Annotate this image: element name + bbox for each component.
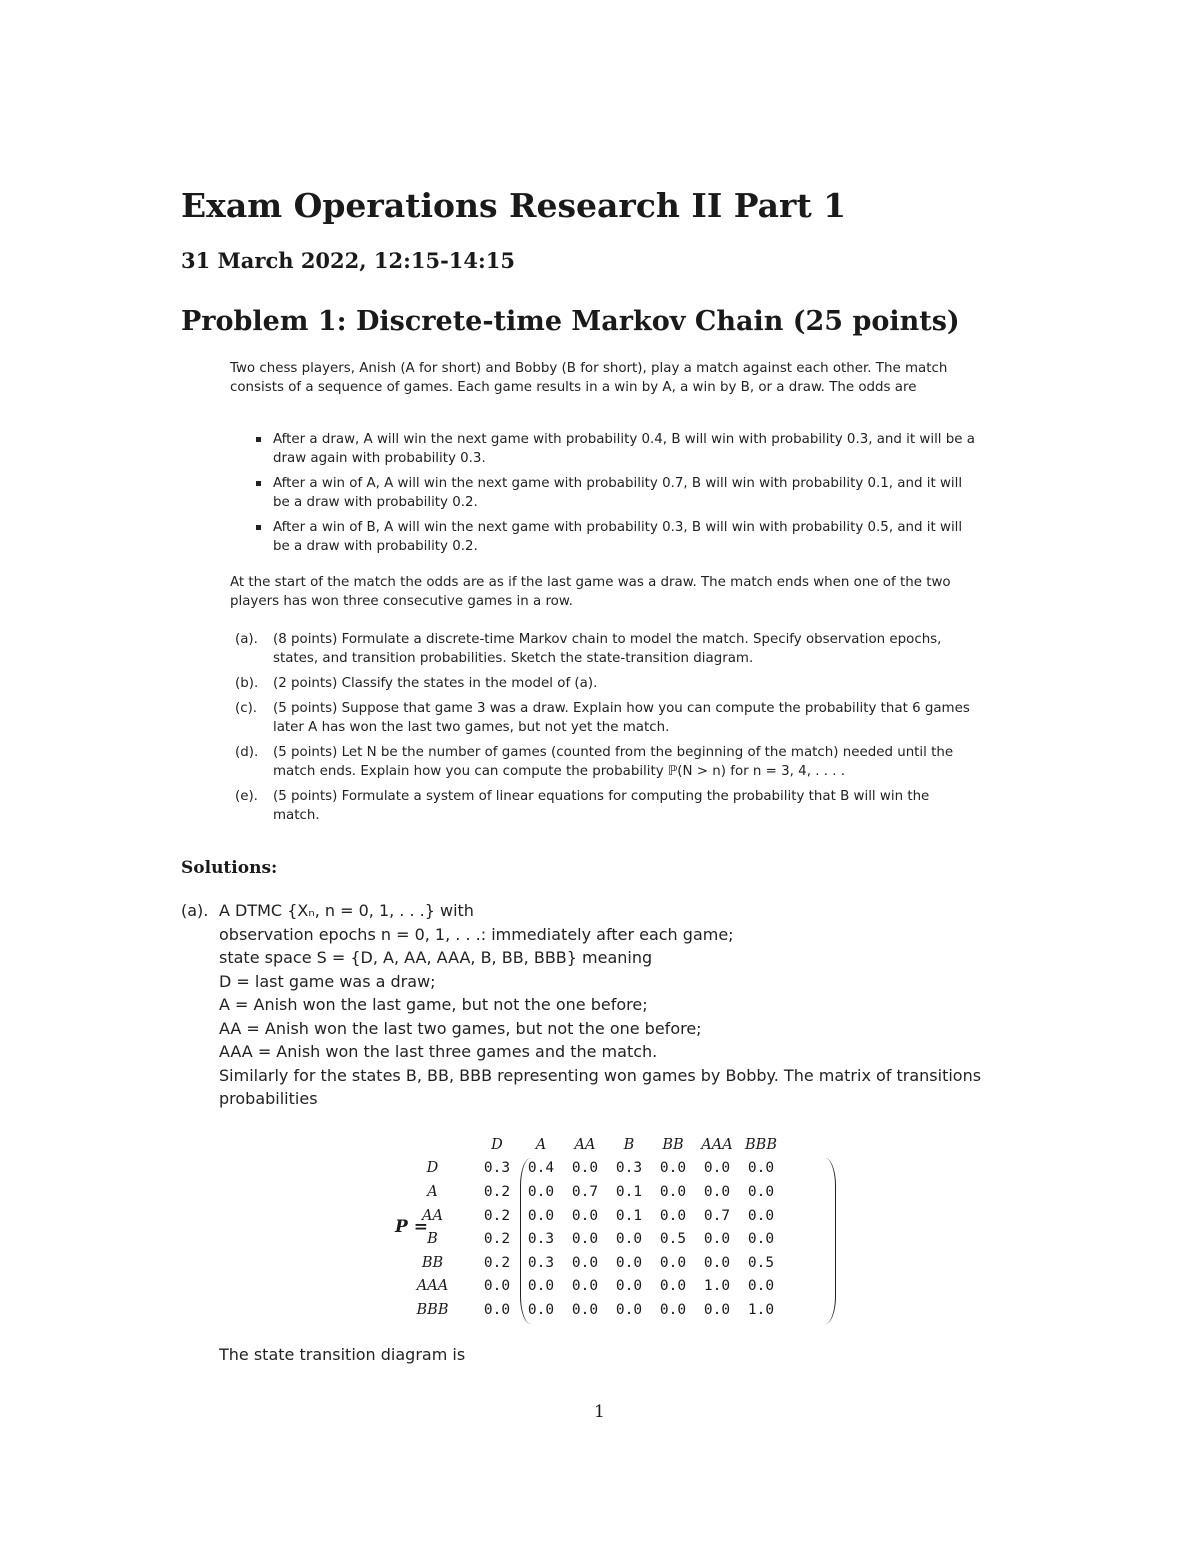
matrix-cell: 0.0 [615, 1254, 643, 1271]
matrix-cell: 0.0 [527, 1183, 555, 1200]
solution-line: AA = Anish won the last two games, but not the one before; [219, 1018, 702, 1038]
matrix-cell: 0.0 [483, 1278, 511, 1295]
matrix-cell: 0.4 [527, 1160, 555, 1177]
matrix-cell: 0.2 [483, 1207, 511, 1224]
matrix-cell: 0.0 [615, 1231, 643, 1248]
matrix-cell: 0.0 [747, 1231, 775, 1248]
matrix-cell: 0.1 [615, 1183, 643, 1200]
matrix-cell: 0.0 [703, 1301, 731, 1318]
matrix-cell: 0.5 [659, 1231, 687, 1248]
matrix-label: P = [395, 1217, 428, 1237]
matrix-cell: 0.0 [527, 1278, 555, 1295]
matrix-cell: 0.0 [615, 1278, 643, 1295]
matrix-corner [390, 1133, 475, 1157]
matrix-cell: 0.0 [571, 1278, 599, 1295]
problem-intro: Two chess players, Anish (A for short) and Bobby (B for short), play a match against each other. The match consists of a sequence of games. Each game results in a win by A, a win by B, or a draw. The odds are [230, 361, 948, 395]
matrix-cell: 0.1 [615, 1207, 643, 1224]
matrix-cell: 0.0 [615, 1301, 643, 1318]
matrix-row-label: A [427, 1183, 438, 1200]
odds-item-draw: After a draw, A will win the next game with probability 0.4, B will win with probability 0.3, and it will be a draw again with probability 0.3. [254, 430, 976, 468]
matrix-cell: 0.5 [747, 1254, 775, 1271]
solution-line: D = last game was a draw; [219, 971, 436, 991]
question-part [235, 743, 975, 781]
matrix-cell: 0.0 [659, 1278, 687, 1295]
matrix-column-header: AAA [701, 1136, 733, 1153]
matrix-row-label: D [426, 1160, 439, 1177]
matrix-cell: 0.0 [747, 1207, 775, 1224]
matrix-cell: 0.0 [703, 1160, 731, 1177]
document-title: Exam Operations Research II Part 1 [181, 186, 847, 225]
solution-line: Similarly for the states B, BB, BBB representing won games by Bobby. The matrix of transitions probabilities [219, 1065, 982, 1108]
matrix-right-bracket [825, 1158, 836, 1324]
matrix-cell: 0.0 [747, 1278, 775, 1295]
part-label: (e). [235, 789, 258, 804]
matrix-cell: 0.0 [571, 1231, 599, 1248]
matrix-cell: 0.0 [571, 1254, 599, 1271]
matrix-cell: 0.2 [483, 1254, 511, 1271]
part-text: (5 points) Formulate a system of linear equations for computing the probability that B will win the match. [273, 789, 930, 823]
matrix-row [390, 1275, 783, 1299]
part-label: (c). [235, 701, 258, 716]
solution-text [219, 899, 1029, 1111]
matrix-cell: 0.0 [659, 1254, 687, 1271]
transition-matrix [390, 1133, 783, 1322]
odds-list [254, 430, 976, 562]
matrix-cell: 0.7 [703, 1207, 731, 1224]
matrix-column-header: B [623, 1136, 635, 1153]
exam-date: 31 March 2022, 12:15-14:15 [181, 248, 516, 273]
transition-matrix-table [390, 1133, 783, 1322]
problem-heading: Problem 1: Discrete-time Markov Chain (25 points) [181, 306, 960, 337]
matrix-row [390, 1298, 783, 1322]
matrix-cell: 0.0 [571, 1207, 599, 1224]
solution-line: observation epochs n = 0, 1, . . .: immediately after each game; [219, 924, 734, 944]
matrix-cell: 1.0 [703, 1278, 731, 1295]
matrix-row-label: AAA [416, 1278, 449, 1295]
part-label: (a). [235, 632, 258, 647]
question-parts [235, 630, 975, 831]
match-rules: At the start of the match the odds are as if the last game was a draw. The match ends when one of the two players has won three consecutive games in a row. [230, 575, 951, 609]
part-label: (d). [235, 745, 259, 760]
matrix-cell: 0.3 [527, 1231, 555, 1248]
matrix-cell: 0.0 [659, 1160, 687, 1177]
matrix-row [390, 1251, 783, 1275]
solutions-heading: Solutions: [181, 858, 278, 878]
matrix-row-label: BB [421, 1254, 444, 1271]
matrix-cell: 0.0 [659, 1183, 687, 1200]
matrix-cell: 0.0 [659, 1301, 687, 1318]
matrix-cell: 0.2 [483, 1183, 511, 1200]
matrix-cell: 0.0 [703, 1231, 731, 1248]
matrix-cell: 0.0 [527, 1301, 555, 1318]
solution-line: AAA = Anish won the last three games and the match. [219, 1042, 658, 1061]
diagram-intro: The state transition diagram is [219, 1345, 466, 1364]
matrix-cell: 0.3 [615, 1160, 643, 1177]
matrix-cell: 1.0 [747, 1301, 775, 1318]
matrix-cell: 0.2 [483, 1231, 511, 1248]
matrix-cell: 0.0 [747, 1160, 775, 1177]
odds-item-win-a: After a win of A, A will win the next game with probability 0.7, B will win with probability 0.1, and it will be a draw with probability 0.2. [254, 474, 976, 512]
matrix-column-header: BBB [745, 1136, 777, 1153]
question-part [235, 787, 975, 825]
matrix-body [390, 1133, 783, 1322]
matrix-cell: 0.0 [659, 1207, 687, 1224]
page-number: 1 [594, 1402, 605, 1422]
question-part [235, 674, 975, 693]
matrix-row [390, 1180, 783, 1204]
part-text: (5 points) Suppose that game 3 was a draw. Explain how you can compute the probability that 6 games later A has won the last two games, but not yet the match. [273, 701, 970, 735]
matrix-row [390, 1227, 783, 1251]
matrix-row [390, 1204, 783, 1228]
matrix-row [390, 1157, 783, 1181]
matrix-row-label: BBB [416, 1301, 449, 1318]
matrix-column-header: BB [662, 1136, 684, 1153]
matrix-cell: 0.0 [527, 1207, 555, 1224]
matrix-cell: 0.7 [571, 1183, 599, 1200]
matrix-cell: 0.0 [483, 1301, 511, 1318]
matrix-cell: 0.0 [703, 1183, 731, 1200]
matrix-column-header: D [491, 1136, 503, 1153]
solution-part-label: (a). [181, 901, 209, 920]
solution-line: state space S = {D, A, AA, AAA, B, BB, BBB} meaning [219, 948, 653, 967]
solution-line: A = Anish won the last game, but not the one before; [219, 995, 648, 1014]
matrix-row-label: AA [422, 1207, 443, 1224]
part-text: (8 points) Formulate a discrete-time Markov chain to model the match. Specify observation epochs, states, and transition probabilities. Sketch the state-transition diagram. [273, 632, 942, 666]
part-text: (5 points) Let N be the number of games (counted from the beginning of the match) needed until the match ends. Explain how you can compute the probability ℙ(N > n) for n = 3, 4, . . . . [273, 745, 954, 779]
odds-item-win-b: After a win of B, A will win the next game with probability 0.3, B will win with probability 0.5, and it will be a draw with probability 0.2. [254, 518, 976, 556]
matrix-cell: 0.0 [747, 1183, 775, 1200]
matrix-header-row [390, 1133, 783, 1157]
matrix-cell: 0.3 [483, 1160, 511, 1177]
matrix-cell: 0.0 [571, 1160, 599, 1177]
matrix-column-header: AA [574, 1136, 596, 1153]
matrix-row-label: B [427, 1231, 438, 1248]
part-text: (2 points) Classify the states in the model of (a). [273, 676, 598, 691]
question-part [235, 699, 975, 737]
solution-line: A DTMC {Xₙ, n = 0, 1, . . .} with [219, 901, 474, 920]
part-label: (b). [235, 676, 259, 691]
matrix-cell: 0.0 [703, 1254, 731, 1271]
matrix-column-header: A [535, 1136, 547, 1153]
matrix-cell: 0.0 [571, 1301, 599, 1318]
matrix-cell: 0.3 [527, 1254, 555, 1271]
question-part [235, 630, 975, 668]
